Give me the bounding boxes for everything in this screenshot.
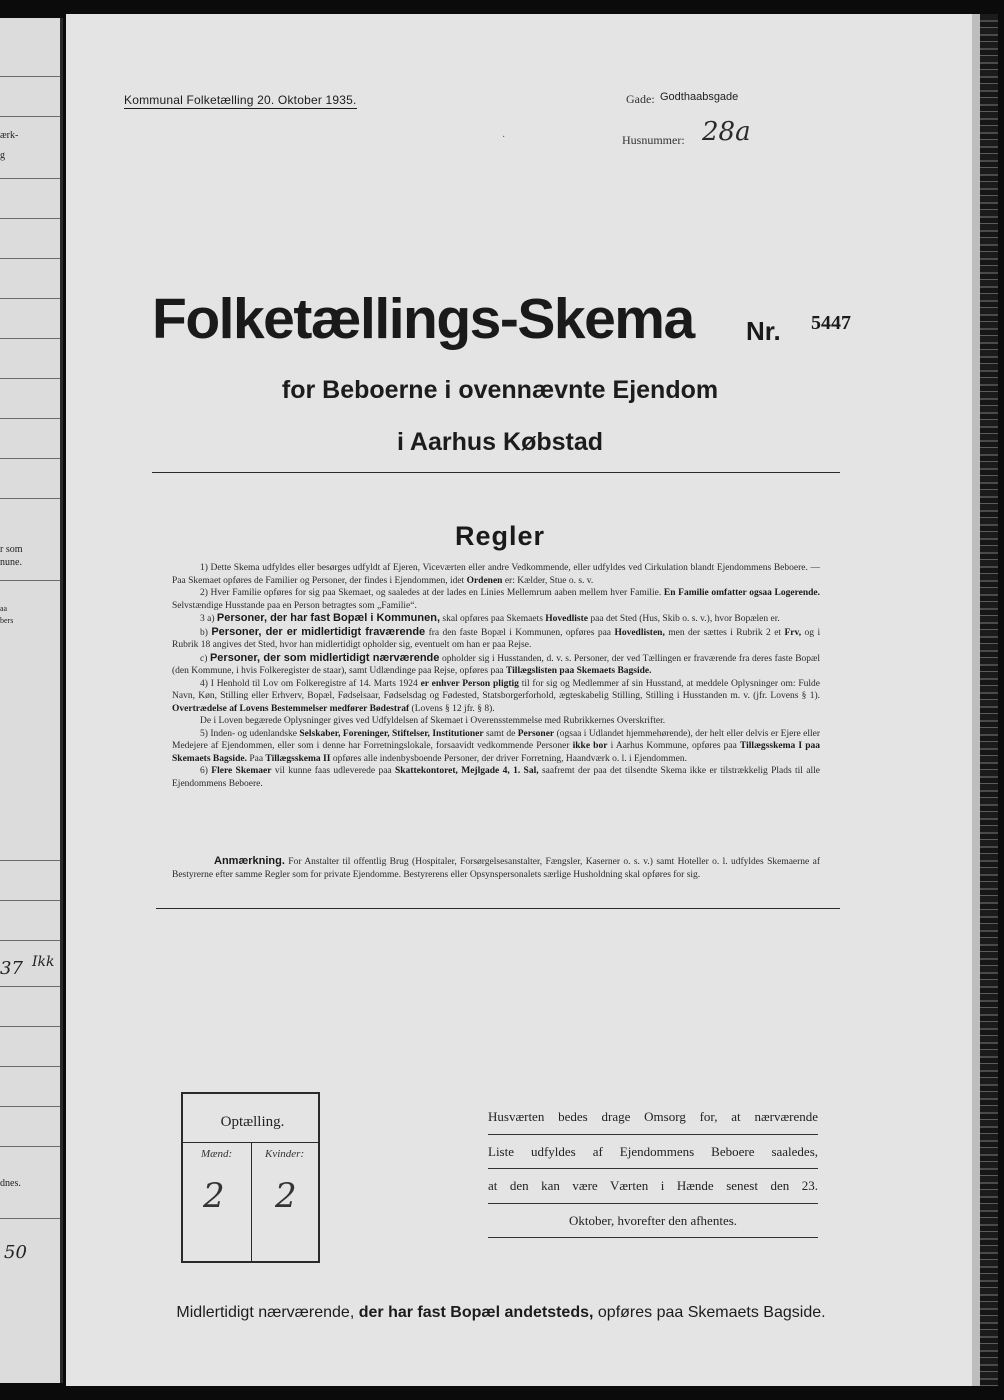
ruled-line bbox=[0, 940, 60, 941]
ruled-line bbox=[0, 258, 60, 259]
rule-2: 2) Hver Familie opføres for sig paa Skemaet, og saaledes at der lades en Linies Mellemrum aaben mellem hver Familie. En Familie omfatter ogsaa Logerende. Selvstændige Husstande paa en Person betragtes som „Familie“. bbox=[172, 588, 821, 611]
women-label: Kvinder: bbox=[265, 1148, 305, 1160]
street-value: Godthaabsgade bbox=[660, 91, 739, 103]
page-fragment-text: nune. bbox=[0, 557, 22, 568]
form-title: Folketællings-Skema bbox=[152, 287, 694, 351]
ruled-line bbox=[0, 338, 60, 339]
ruled-line bbox=[0, 1066, 60, 1067]
ruled-line bbox=[0, 900, 60, 901]
handwritten-number: 50 bbox=[4, 1242, 27, 1263]
ruled-line bbox=[0, 1026, 60, 1027]
women-count: 2 bbox=[275, 1176, 297, 1216]
ruled-line bbox=[0, 1146, 60, 1147]
rule-4: 4) I Henhold til Lov om Folkeregistre af 14. Marts 1924 er enhver Person pligtig til for sig og Medlemmer af sin Husstand, at meddele Oplysninger om: Fulde Navn, Køn, Stilling eller Erhverv, Bopæl, Fødselsaar, Fødselsdag og Fødested, Statsborgerforhold, ægteskabelig Stilling, Stilling i Husstanden m. v. (jfr. Lovens § 1). Overtrædelse af Lovens Bestemmelser medfører Bødestraf (Lovens § 12 jfr. § 8). bbox=[172, 678, 821, 714]
count-box-divider bbox=[251, 1142, 252, 1263]
rule-3a: 3 a) Personer, der har fast Bopæl i Kommunen, skal opføres paa Skemaets Hovedliste paa det Sted (Hus, Skib o. s. v.), hvor Bopælen er. bbox=[200, 612, 780, 624]
rules-heading: Regler bbox=[454, 521, 546, 551]
rule-5: 5) Inden- og udenlandske Selskaber, Foreninger, Stiftelser, Institutioner samt de Personer (ogsaa i Udlandet hjemmehørende), der helt eller delvis er Ejere eller Medejere af Ejendommen, eller som i denne har Forretningslokale, forsaavidt vedkommende Personer ikke bor i Aarhus Kommune, opføres paa Tillægsskema I paa Skemaets Bagside. Paa Tillægsskema II opføres alle indenbysboende Personer, der driver Forretning, Haandværk o. l. i Ejendommen. bbox=[172, 728, 821, 764]
page-fragment-text: ærk- bbox=[0, 130, 19, 141]
census-form-page bbox=[66, 14, 972, 1386]
landlord-notice bbox=[488, 1100, 818, 1238]
ruled-line bbox=[0, 498, 60, 499]
form-subtitle-city: i Aarhus Købstad bbox=[396, 428, 604, 456]
rule-1: 1) Dette Skema udfyldes eller besørges udfyldt af Ejeren, Viceværten eller andre Vedkommende, eller udfyldes ved Cirkulation blandt Ejendommens Beboere. — Paa Skemaet opføres de Familier og Personer, der findes i Ejendommen, idet Ordenen er: Kælder, Stue o. s. v. bbox=[172, 563, 820, 586]
annotation-note: Anmærkning. For Anstalter til offentlig Brug (Hospitaler, Forsørgelsesanstalter, Fængsler, Kaserner o. s. v.) samt Hoteller o. l. udfyldes Skemaerne af Bestyrerne efter samme Regler som for private Ejendomme. Bestyrerens eller Opsynspersonalets særlige Husholdning skal opføres for sig. bbox=[172, 855, 821, 880]
notice-line: Oktober, hvorefter den afhentes. bbox=[488, 1204, 818, 1239]
ruled-line bbox=[0, 298, 60, 299]
handwritten-note: Ikk bbox=[32, 954, 55, 970]
divider-line bbox=[156, 908, 840, 909]
ruled-line bbox=[0, 218, 60, 219]
page-fragment-text: bers bbox=[0, 616, 14, 625]
book-binding bbox=[980, 14, 998, 1386]
rule-3b: b) Personer, der er midlertidigt fraværende fra den faste Bopæl i Kommunen, opføres paa Hovedlisten, men der sættes i Rubrik 2 et Frv, og i Rubrik 18 angives det Sted, hvor han midlertidigt opholder sig, eventuelt om han er paa Rejse. bbox=[172, 625, 821, 650]
ruled-line bbox=[0, 76, 60, 77]
ink-mark: · bbox=[502, 132, 506, 143]
ruled-line bbox=[0, 1218, 60, 1219]
ruled-line bbox=[0, 458, 60, 459]
footer-note: Midlertidigt nærværende, der har fast Bopæl andetsteds, opføres paa Skemaets Bagside. bbox=[176, 1304, 826, 1321]
ruled-line bbox=[0, 860, 60, 861]
page-fragment-text: g bbox=[0, 150, 5, 161]
divider-line bbox=[152, 472, 840, 473]
form-subtitle: for Beboerne i ovennævnte Ejendom bbox=[281, 376, 719, 404]
rules-text bbox=[172, 562, 820, 790]
ruled-line bbox=[0, 178, 60, 179]
form-number-value: 5447 bbox=[811, 312, 851, 334]
rule-6: 6) Flere Skemaer vil kunne faas udleverede paa Skattekontoret, Mejlgade 4, 1. Sal, saafremt der paa det tilsendte Skema ikke er tilstrækkelig Plads til alle Ejendommens Beboere. bbox=[172, 766, 821, 789]
men-label: Mænd: bbox=[201, 1148, 233, 1160]
page-fragment-text: aa bbox=[0, 604, 8, 613]
page-fragment-text: r som bbox=[0, 544, 23, 555]
notice-line: Liste udfyldes af Ejendommens Beboere saaledes, bbox=[488, 1135, 818, 1170]
form-number-label: Nr. bbox=[746, 316, 781, 346]
ruled-line bbox=[0, 986, 60, 987]
previous-page-edge bbox=[0, 18, 63, 1383]
ruled-line bbox=[0, 418, 60, 419]
census-header: Kommunal Folketælling 20. Oktober 1935. bbox=[124, 93, 357, 107]
ruled-line bbox=[0, 378, 60, 379]
count-box bbox=[181, 1092, 320, 1263]
house-number-value: 28a bbox=[702, 117, 751, 147]
rule-3c: c) Personer, der som midlertidigt nærværende opholder sig i Husstanden, d. v. s. Personer, der ved Tællingen er fraværende fra deres faste Bopæl (den Kommune, i hvis Folkeregister de staar), samt Udlændinge paa Rejse, opføres paa Tillægslisten paa Skemaets Bagside. bbox=[172, 651, 820, 676]
notice-line: Husværten bedes drage Omsorg for, at nærværende bbox=[488, 1100, 818, 1135]
men-count: 2 bbox=[203, 1176, 225, 1216]
page-fragment-text: dnes. bbox=[0, 1178, 21, 1189]
notice-line: at den kan være Værten i Hænde senest den 23. bbox=[488, 1169, 818, 1204]
house-number-label: Husnummer: bbox=[622, 133, 685, 147]
ruled-line bbox=[0, 580, 60, 581]
ruled-line bbox=[0, 1106, 60, 1107]
rule-4-note: De i Loven begærede Oplysninger gives ved Udfyldelsen af Skemaet i Overensstemmelse med Rubrikkernes Overskrifter. bbox=[200, 716, 666, 726]
count-title: Optælling. bbox=[220, 1114, 285, 1130]
handwritten-number: 37 bbox=[0, 958, 23, 979]
page-edge bbox=[972, 14, 980, 1386]
ruled-line bbox=[0, 116, 60, 117]
street-label: Gade: bbox=[626, 92, 655, 106]
